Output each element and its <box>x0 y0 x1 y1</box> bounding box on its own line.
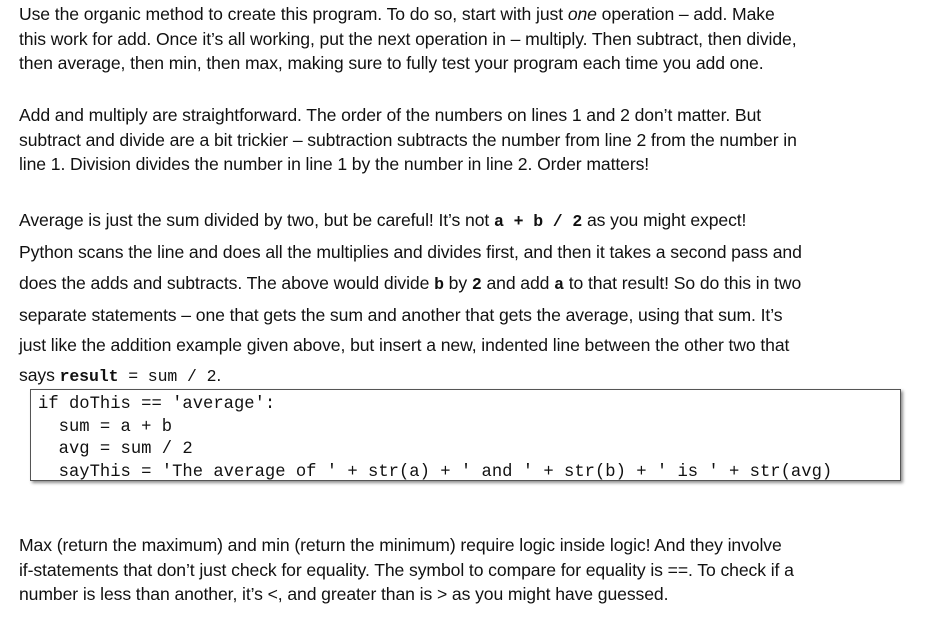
paragraph-line: Python scans the line and does all the multiplies and divides first, and then it takes a second pass and <box>19 242 802 263</box>
paragraph-line: then average, then min, then max, making sure to fully test your program each time you add one. <box>19 53 764 73</box>
inline-code: a + b / 2 <box>493 212 583 231</box>
inline-code: result <box>59 367 119 387</box>
paragraph-line: just like the addition example given above, but insert a new, indented line between the other two that <box>19 335 790 356</box>
code-line: sum = a + b <box>38 417 173 437</box>
paragraph-line: does the adds and subtracts. The above would divide b by 2 and add a to that result! So do this in two <box>19 272 802 294</box>
paragraph-line: subtract and divide are a bit trickier – subtraction subtracts the number from line 2 from the number in <box>19 129 797 150</box>
paragraph-max-min <box>19 533 794 607</box>
inline-code: 2 <box>471 274 482 294</box>
inline-code: a <box>554 274 564 294</box>
paragraph-operation-order <box>19 103 797 177</box>
paragraph-line: Add and multiply are straightforward. The order of the numbers on lines 1 and 2 don’t matter. But <box>19 105 762 125</box>
code-example-box <box>30 389 901 481</box>
paragraph-line: says result = sum / 2. <box>19 365 222 387</box>
paragraph-line: Use the organic method to create this program. To do so, start with just one operation – add. Make <box>19 4 775 24</box>
code-line: if doThis == 'average': <box>38 395 276 414</box>
paragraph-line: this work for add. Once it’s all working, put the next operation in – multiply. Then subtract, then divide, <box>19 28 797 49</box>
inline-code: b <box>434 274 444 294</box>
paragraph-average <box>19 205 802 393</box>
paragraph-line: Average is just the sum divided by two, but be careful! It’s not a + b / 2 as you might expect! <box>19 210 747 231</box>
paragraph-line: if-statements that don’t just check for equality. The symbol to compare for equality is ==. To check if a <box>19 559 794 580</box>
code-line: sayThis = 'The average of ' + str(a) + ' and ' + str(b) + ' is ' + str(avg) <box>38 462 833 482</box>
emphasis-one: one <box>567 4 597 24</box>
paragraph-line: number is less than another, it’s <, and greater than is > as you might have guessed. <box>19 584 669 604</box>
paragraph-line: separate statements – one that gets the sum and another that gets the average, using that sum. It’s <box>19 304 783 325</box>
paragraph-line: Max (return the maximum) and min (return the minimum) require logic inside logic! And they involve <box>19 535 782 555</box>
paragraph-organic-method <box>19 2 797 76</box>
inline-code: = sum / 2 <box>118 367 217 387</box>
paragraph-line: line 1. Division divides the number in line 1 by the number in line 2. Order matters! <box>19 154 650 174</box>
code-line: avg = sum / 2 <box>38 440 193 460</box>
